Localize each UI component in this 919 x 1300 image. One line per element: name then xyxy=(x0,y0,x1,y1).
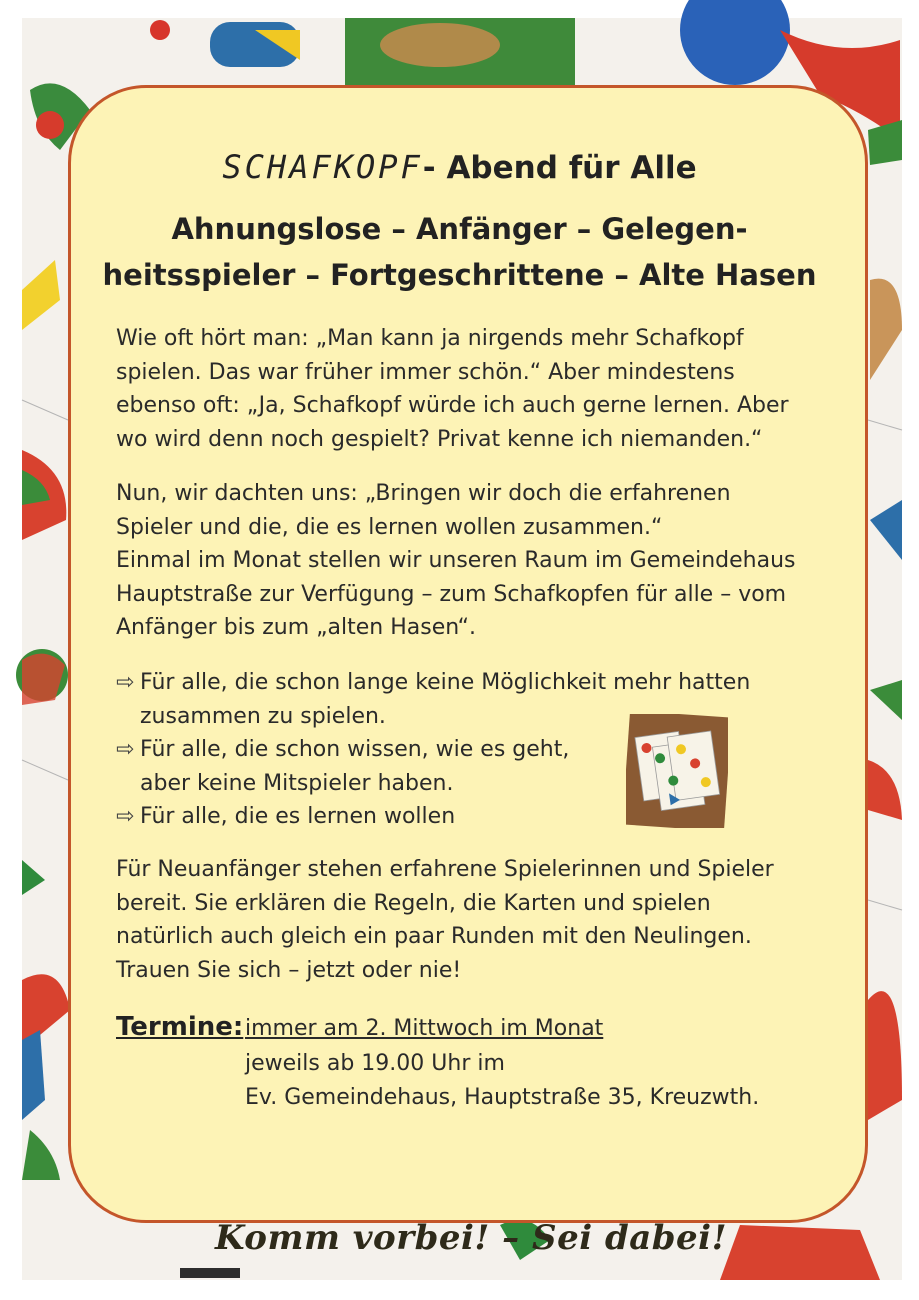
closing-slogan: Komm vorbei! – Sei dabei! xyxy=(214,1218,728,1258)
subtitle-line-1: Ahnungslose – Anfänger – Gelegen- xyxy=(171,212,748,246)
termine-label: Termine: xyxy=(116,1012,244,1042)
bullet-item xyxy=(116,800,455,834)
bullet-text-continued: zusammen zu spielen. xyxy=(140,703,386,729)
invitation-paragraph xyxy=(116,477,816,645)
text-line: Hauptstraße zur Verfügung – zum Schafkopfen für alle – vom xyxy=(116,581,787,607)
text-line: Nun, wir dachten uns: „Bringen wir doch die erfahrenen xyxy=(116,481,731,506)
title-brand: SCHAFKOPF xyxy=(222,148,423,186)
termine-line: immer am 2. Mittwoch im Monat xyxy=(245,1016,604,1041)
text-line: ebenso oft: „Ja, Schafkopf würde ich auch gerne lernen. Aber xyxy=(116,393,789,418)
text-line: bereit. Sie erklären die Regeln, die Karten und spielen xyxy=(116,890,711,916)
bullet-text: Für alle, die schon lange keine Möglichkeit mehr hatten xyxy=(140,670,751,695)
bullet-text: Für alle, die schon wissen, wie es geht, xyxy=(140,737,570,762)
page-title xyxy=(0,148,919,186)
arrow-icon: ⇨ xyxy=(116,804,135,829)
playing-cards-photo xyxy=(626,714,728,828)
newcomer-paragraph xyxy=(116,853,816,987)
text-line: wo wird denn noch gespielt? Privat kenne ich niemanden.“ xyxy=(116,426,763,452)
termine-line: Ev. Gemeindehaus, Hauptstraße 35, Kreuzwth. xyxy=(245,1085,760,1110)
bullet-text-continued: aber keine Mitspieler haben. xyxy=(140,770,454,796)
text-line: Spieler und die, die es lernen wollen zusammen.“ xyxy=(116,514,663,540)
intro-paragraph xyxy=(116,322,816,456)
text-line: Wie oft hört man: „Man kann ja nirgends mehr Schafkopf xyxy=(116,326,744,351)
text-line: spielen. Das war früher immer schön.“ Aber mindestens xyxy=(116,359,735,385)
bullet-text: Für alle, die es lernen wollen xyxy=(140,804,456,829)
text-line: Anfänger bis zum „alten Hasen“. xyxy=(116,615,476,640)
title-rest: - Abend für Alle xyxy=(422,150,697,186)
arrow-icon: ⇨ xyxy=(116,737,135,762)
text-line: natürlich auch gleich ein paar Runden mit den Neulingen. xyxy=(116,924,752,949)
text-line: Einmal im Monat stellen wir unseren Raum im Gemeindehaus xyxy=(116,548,796,573)
arrow-icon: ⇨ xyxy=(116,670,135,695)
text-line: Für Neuanfänger stehen erfahrene Spielerinnen und Spieler xyxy=(116,857,774,882)
bullet-item xyxy=(116,733,569,800)
termine-line: jeweils ab 19.00 Uhr im xyxy=(245,1051,505,1076)
text-line: Trauen Sie sich – jetzt oder nie! xyxy=(116,957,462,983)
subtitle-line-2: heitsspieler – Fortgeschrittene – Alte Hasen xyxy=(102,258,817,292)
